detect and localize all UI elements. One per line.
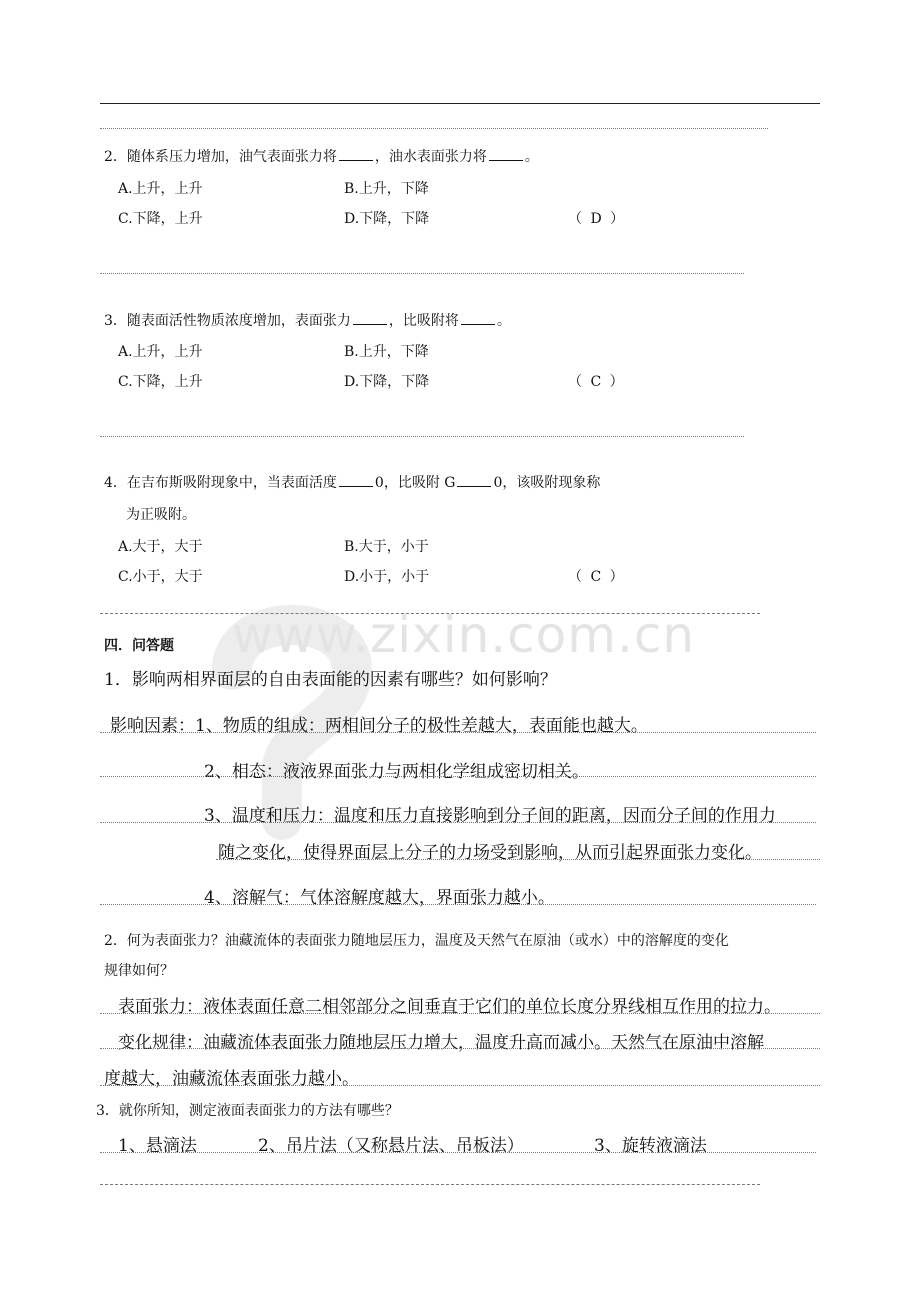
answer-underline <box>100 776 816 777</box>
option-b: B.上升，下降 <box>344 344 429 360</box>
section-title: 四．问答题 <box>104 638 174 654</box>
separator-line <box>100 436 744 437</box>
method-item: 3、旋转液滴法 <box>594 1136 707 1156</box>
option-d: D.下降，下降 <box>344 374 430 390</box>
answer-line: 影响因素：1、物质的组成：两相间分子的极性差越大，表面能也越大。 <box>110 716 648 736</box>
answer-blank <box>339 474 373 487</box>
question-3-stem: 3．随表面活性物质浓度增加，表面张力 ，比吸附将 。 <box>104 313 511 329</box>
option-d: D.小于，小于 <box>344 569 430 585</box>
option-a: A.上升，上升 <box>118 344 203 360</box>
question-2-stem: 2．随体系压力增加，油气表面张力将 ，油水表面张力将 。 <box>104 149 539 165</box>
answer-underline <box>100 1085 820 1086</box>
option-d: D.下降，下降 <box>344 211 430 227</box>
question-4-stem-line2: 为正吸附。 <box>126 507 196 523</box>
option-c: C.小于，大于 <box>118 569 203 585</box>
answer-underline <box>100 1013 820 1014</box>
answer-underline <box>216 859 820 860</box>
method-item: 2、吊片法（又称悬片法、吊板法） <box>258 1136 524 1156</box>
answer-line: 4、溶解气：气体溶解度越大，界面张力越小。 <box>204 888 555 908</box>
essay-question-2-line2: 规律如何？ <box>104 963 174 979</box>
option-b: B.上升，下降 <box>344 181 429 197</box>
answer-underline <box>100 732 816 733</box>
answer-blank <box>489 148 523 161</box>
separator-line <box>100 273 744 274</box>
answer-line: 2、相态：液液界面张力与两相化学组成密切相关。 <box>204 762 589 782</box>
answer-underline <box>100 1152 816 1153</box>
option-c: C.下降，上升 <box>118 374 203 390</box>
essay-question-1: 1．影响两相界面层的自由表面能的因素有哪些？如何影响？ <box>104 670 557 690</box>
answer-underline <box>100 904 816 905</box>
answer-blank <box>353 312 387 325</box>
option-a: A.大于，大于 <box>118 539 203 555</box>
separator-line <box>100 613 760 614</box>
separator-line <box>100 128 768 129</box>
answer-underline <box>100 1048 820 1049</box>
answer-line: 3、温度和压力：温度和压力直接影响到分子间的距离，因而分子间的作用力 <box>204 806 776 826</box>
question-4-stem: 4．在吉布斯吸附现象中，当表面活度 0，比吸附 G 0，该吸附现象称 <box>104 475 601 491</box>
answer-line: 度越大，油藏流体表面张力越小。 <box>104 1069 359 1089</box>
header-rule <box>100 103 820 104</box>
answer-key: （ D ） <box>568 211 627 227</box>
answer-line: 变化规律：油藏流体表面张力随地层压力增大，温度升高而减小。天然气在原油中溶解 <box>118 1033 764 1053</box>
option-b: B.大于，小于 <box>344 539 429 555</box>
answer-blank <box>457 474 491 487</box>
method-item: 1、悬滴法 <box>118 1136 197 1156</box>
separator-line <box>100 1184 760 1185</box>
watermark-text: www.zixin.com.cn <box>232 606 696 664</box>
answer-blank <box>461 312 495 325</box>
answer-key: （ C ） <box>568 569 626 585</box>
essay-question-2: 2．何为表面张力？油藏流体的表面张力随地层压力，温度及天然气在原油（或水）中的溶解度的变化 <box>104 933 729 949</box>
answer-underline <box>100 822 816 823</box>
answer-line: 随之变化，使得界面层上分子的力场受到影响，从而引起界面张力变化。 <box>218 843 762 863</box>
answer-key: （ C ） <box>568 374 626 390</box>
answer-line: 表面张力：液体表面任意二相邻部分之间垂直于它们的单位长度分界线相互作用的拉力。 <box>118 997 781 1017</box>
option-a: A.上升，上升 <box>118 181 203 197</box>
essay-question-3: 3．就你所知，测定液面表面张力的方法有哪些？ <box>96 1103 399 1119</box>
option-c: C.下降，上升 <box>118 211 203 227</box>
answer-blank <box>339 148 373 161</box>
